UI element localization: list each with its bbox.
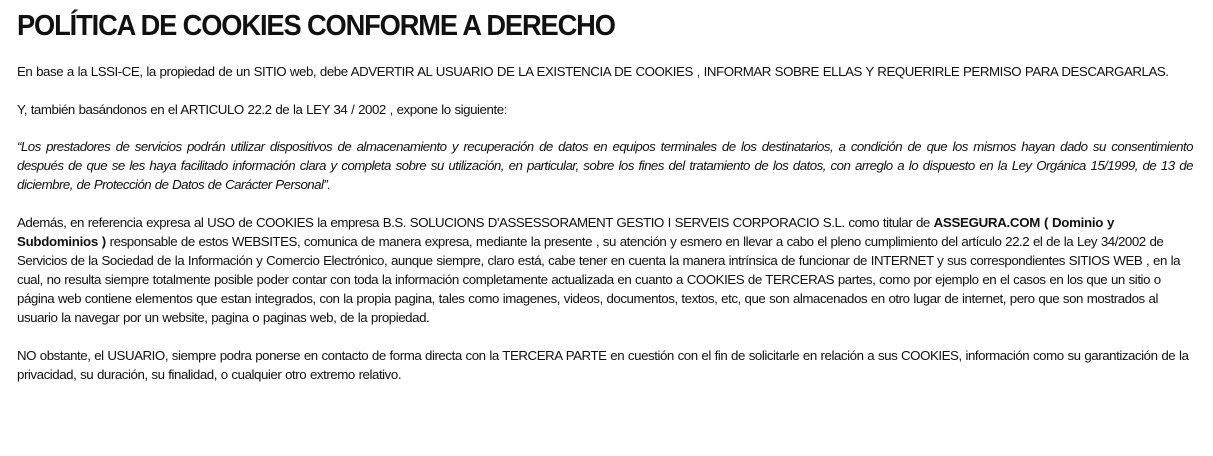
domain-name: ASSEGURA.COM ( Dominio y Subdominios )	[17, 215, 1115, 249]
company-statement-text: Además, en referencia expresa al USO de COOKIES la empresa B.S. SOLUCIONS D'ASSESSORAMENT GESTIO I SERVEIS CORPORACIO S.L. como titular de	[17, 215, 934, 230]
company-statement-continuation: responsable de estos WEBSITES, comunica de manera expresa, mediante la presente , su atención y esmero en llevar a cabo el pleno cumplimiento del artículo 22.2 el de la Ley 34/2002 de Servicios de la Sociedad de la Información y Comercio Electrónico, aunque siempre, claro está, cabe tener en cuenta la manera intrínsica de funcionar de INTERNET y sus correspondientes SITIOS WEB , en la cual, no resulta siempre totalmente posible poder contar con toda la información completamente actualizada en cuanto a COOKIES de TERCERAS partes, como por ejemplo en el casos en los que un sitio o página web contiene elementos que estan integrados, con la propia pagina, tales como imagenes, videos, documentos, textos, etc, que son almacenados en otro lugar de internet, pero que son mostrados al usuario la navegar por un website, pagina o paginas web, de la propiedad.	[17, 234, 1181, 325]
law-quote-paragraph: “Los prestadores de servicios podrán utilizar dispositivos de almacenamiento y recuperación de datos en equipos terminales de los destinatarios, a condición de que los mismos hayan dado su consentimiento después de que se les haya facilitado información clara y completa sobre su utilización, en particular, sobre los fines del tratamiento de los datos, con arreglo a lo dispuesto en la Ley Orgánica 15/1999, de 13 de diciembre, de Protección de Datos de Carácter Personal”.	[17, 139, 1193, 192]
intro-paragraph: En base a la LSSI-CE, la propiedad de un SITIO web, debe ADVERTIR AL USUARIO DE LA EXISTENCIA DE COOKIES , INFORMAR SOBRE ELLAS Y REQUERIRLE PERMISO PARA DESCARGARLAS.	[17, 64, 1169, 79]
company-statement-paragraph	[17, 213, 1193, 327]
page-title: POLÍTICA DE COOKIES CONFORME A DERECHO	[17, 10, 615, 42]
third-party-contact-paragraph: NO obstante, el USUARIO, siempre podra ponerse en contacto de forma directa con la TERCERA PARTE en cuestión con el fin de solicitarle en relación a sus COOKIES, información como su garantización de la privacidad, su duración, su finalidad, o cualquier otro extremo relativo.	[17, 348, 1189, 382]
legal-reference-paragraph: Y, también basándonos en el ARTICULO 22.2 de la LEY 34 / 2002 , expone lo siguiente:	[17, 102, 507, 117]
